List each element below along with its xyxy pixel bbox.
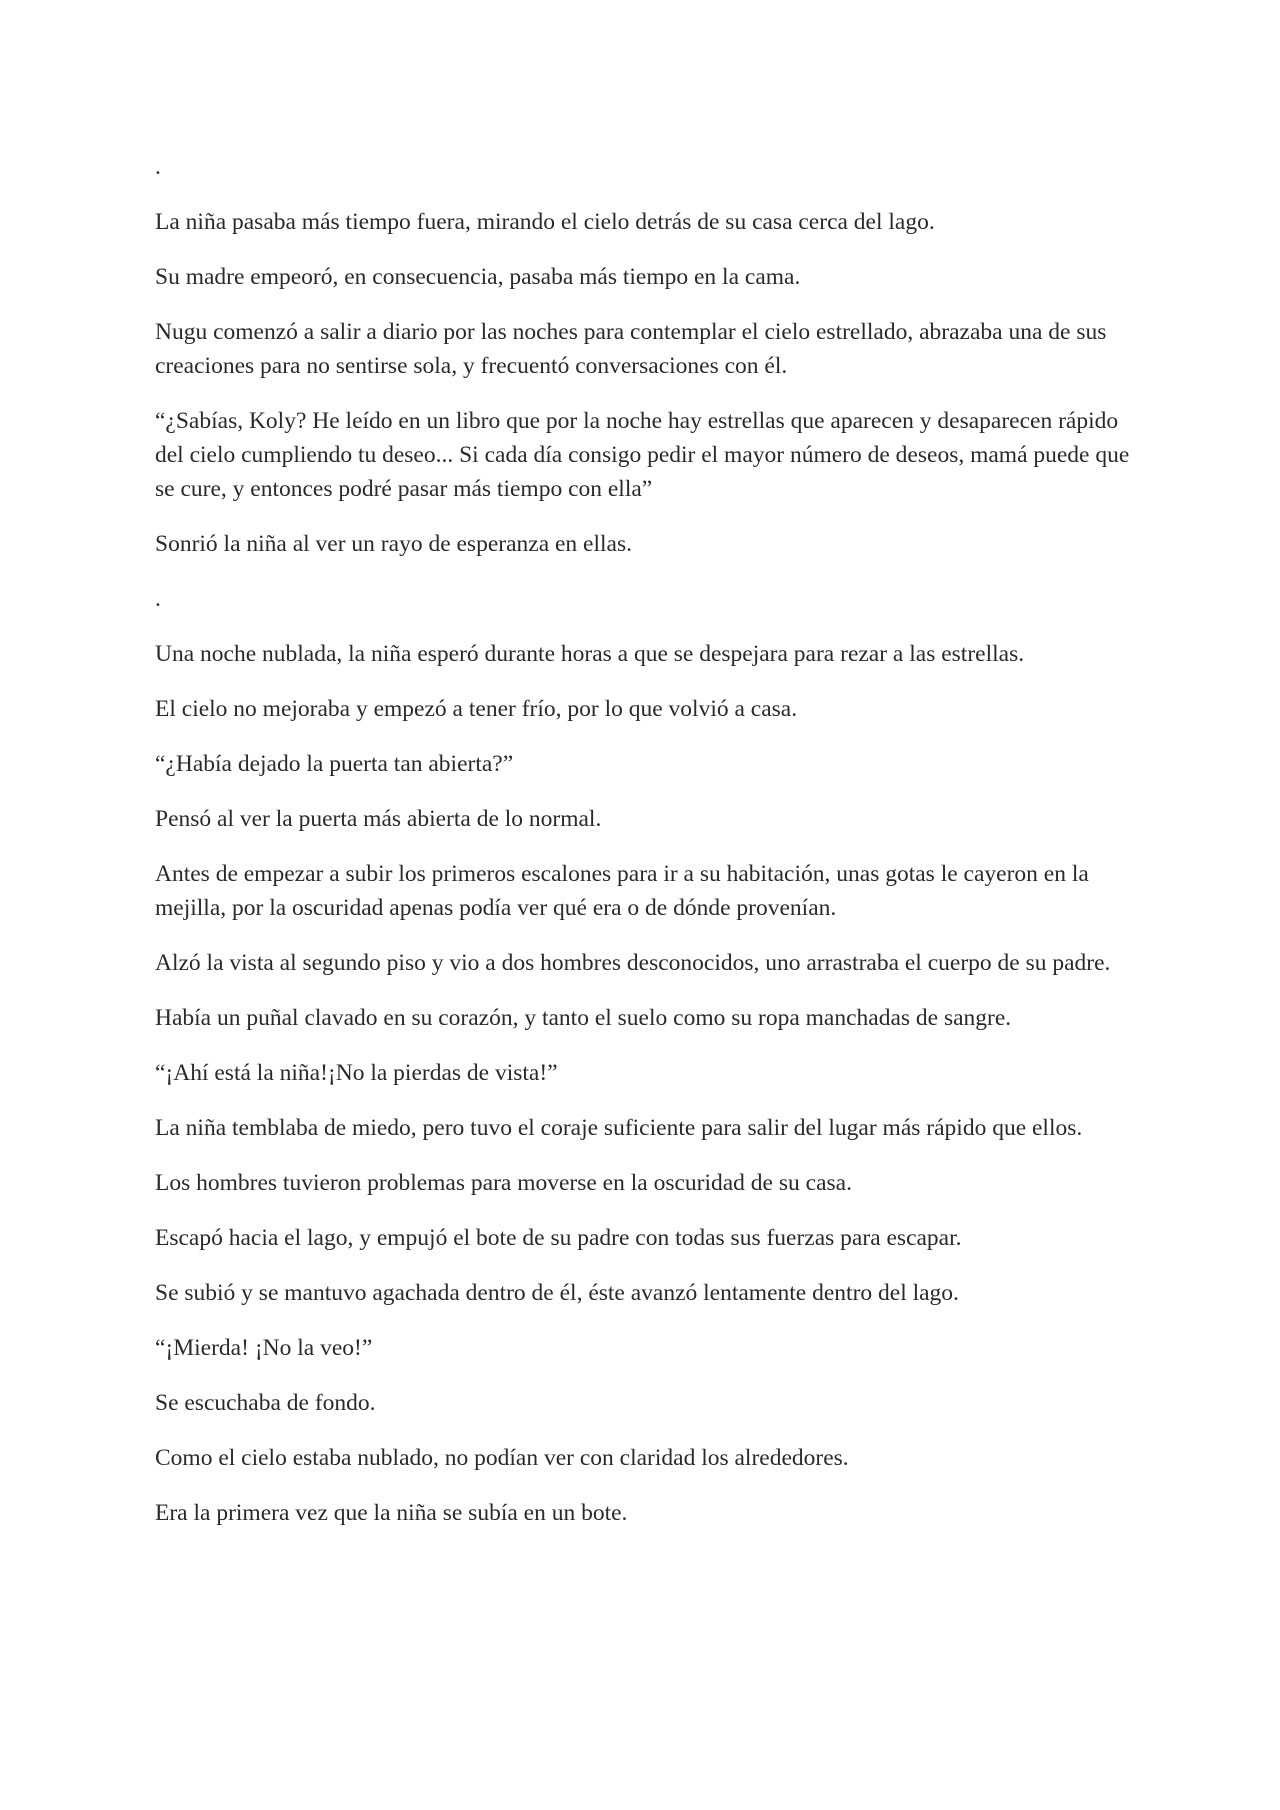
paragraph: Sonrió la niña al ver un rayo de esperanza en ellas. (155, 531, 632, 557)
paragraph: Una noche nublada, la niña esperó durante horas a que se despejara para rezar a las estrellas. (155, 641, 1025, 667)
document-body (155, 150, 1135, 1551)
paragraph: Los hombres tuvieron problemas para moverse en la oscuridad de su casa. (155, 1170, 852, 1196)
paragraph: El cielo no mejoraba y empezó a tener frío, por lo que volvió a casa. (155, 696, 798, 722)
paragraph: Alzó la vista al segundo piso y vio a dos hombres desconocidos, uno arrastraba el cuerpo de su padre. (155, 950, 1111, 976)
paragraph-separator: . (155, 154, 161, 180)
paragraph: Era la primera vez que la niña se subía en un bote. (155, 1500, 628, 1526)
paragraph-dialogue: “¿Sabías, Koly? He leído en un libro que por la noche hay estrellas que aparecen y desaparecen rápido del cielo cumpliendo tu deseo... Si cada día consigo pedir el mayor número de deseos, mamá puede que se cure, y entonces podré pasar más tiempo con ella” (155, 408, 1130, 502)
paragraph: La niña pasaba más tiempo fuera, mirando el cielo detrás de su casa cerca del lago. (155, 209, 935, 235)
paragraph-dialogue: “¡Ahí está la niña!¡No la pierdas de vista!” (155, 1060, 558, 1086)
paragraph: Se escuchaba de fondo. (155, 1390, 376, 1416)
paragraph: Antes de empezar a subir los primeros escalones para ir a su habitación, unas gotas le cayeron en la mejilla, por la oscuridad apenas podía ver qué era o de dónde provenían. (155, 861, 1089, 921)
paragraph: Su madre empeoró, en consecuencia, pasaba más tiempo en la cama. (155, 264, 801, 290)
paragraph-dialogue: “¿Había dejado la puerta tan abierta?” (155, 751, 514, 777)
paragraph: Había un puñal clavado en su corazón, y tanto el suelo como su ropa manchadas de sangre. (155, 1005, 1012, 1031)
paragraph: Nugu comenzó a salir a diario por las noches para contemplar el cielo estrellado, abrazaba una de sus creaciones para no sentirse sola, y frecuentó conversaciones con él. (155, 319, 1107, 379)
paragraph: Escapó hacia el lago, y empujó el bote de su padre con todas sus fuerzas para escapar. (155, 1225, 962, 1251)
paragraph: Se subió y se mantuvo agachada dentro de él, éste avanzó lentamente dentro del lago. (155, 1280, 959, 1306)
paragraph: Como el cielo estaba nublado, no podían ver con claridad los alrededores. (155, 1445, 849, 1471)
paragraph-separator: . (155, 586, 161, 612)
paragraph-dialogue: “¡Mierda! ¡No la veo!” (155, 1335, 373, 1361)
paragraph: La niña temblaba de miedo, pero tuvo el coraje suficiente para salir del lugar más rápido que ellos. (155, 1115, 1083, 1141)
paragraph: Pensó al ver la puerta más abierta de lo normal. (155, 806, 602, 832)
